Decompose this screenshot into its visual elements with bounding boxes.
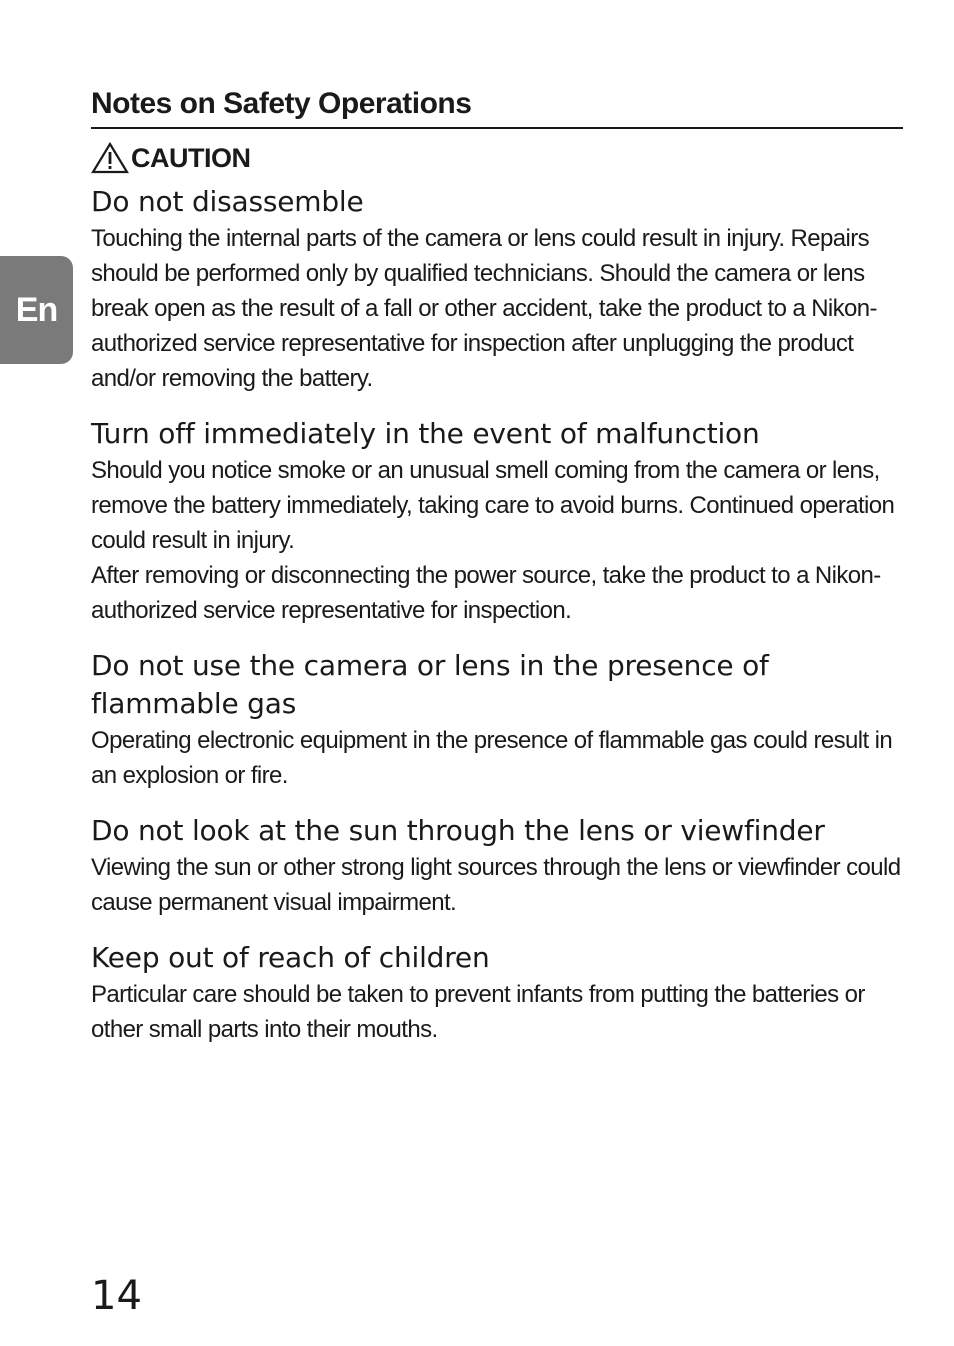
section-heading: Do not look at the sun through the lens or viewfinder [91, 814, 825, 847]
section-turn-off-malfunction [91, 415, 903, 628]
section-heading: Keep out of reach of children [91, 941, 490, 974]
page-number: 14 [91, 1273, 142, 1319]
page-title: Notes on Safety Operations [91, 82, 903, 129]
warning-triangle-icon [91, 142, 129, 174]
section-heading: Do not disassemble [91, 185, 364, 218]
section-do-not-disassemble [91, 183, 903, 396]
language-tab [0, 256, 73, 364]
section-paragraph: Viewing the sun or other strong light sources through the lens or viewfinder could cause permanent visual impairment. [91, 854, 901, 916]
section-paragraph: Touching the internal parts of the camera or lens could result in injury. Repairs should be performed only by qualified technicians. Should the camera or lens break open as the result of a fall or other accident, take the product to a Nikon-authorized service representative for inspection after unplugging the product and/or removing the battery. [91, 225, 877, 392]
section-paragraph: After removing or disconnecting the power source, take the product to a Nikon-authorized service representative for inspection. [91, 562, 881, 624]
safety-notes-content [91, 82, 903, 1047]
section-paragraph: Operating electronic equipment in the presence of flammable gas could result in an explosion or fire. [91, 727, 893, 789]
section-children [91, 939, 903, 1047]
caution-label-row [91, 133, 903, 183]
section-paragraph: Should you notice smoke or an unusual smell coming from the camera or lens, remove the battery immediately, taking care to avoid burns. Continued operation could result in injury. [91, 457, 895, 554]
section-sun-through-lens [91, 812, 903, 920]
caution-label: CAUTION [131, 142, 251, 173]
language-tab-label: En [15, 290, 58, 329]
section-heading: Turn off immediately in the event of malfunction [91, 417, 760, 450]
section-heading: Do not use the camera or lens in the presence of flammable gas [91, 649, 769, 720]
section-flammable-gas [91, 647, 903, 793]
section-paragraph: Particular care should be taken to prevent infants from putting the batteries or other small parts into their mouths. [91, 981, 865, 1043]
